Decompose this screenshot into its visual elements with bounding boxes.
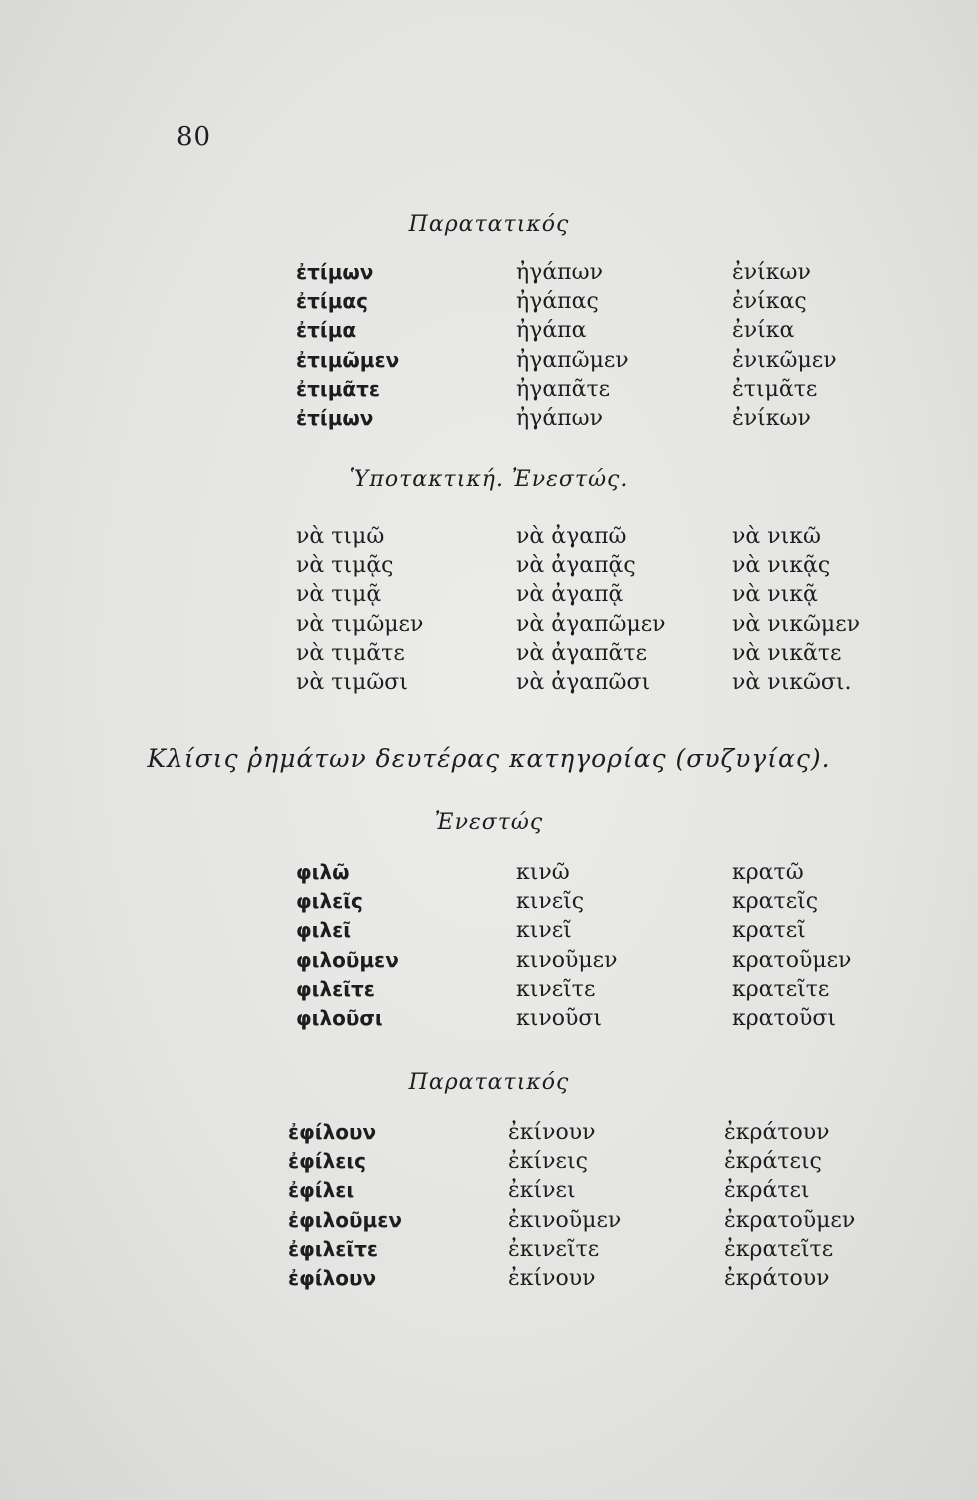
- verb-form: ἐτίμων: [296, 260, 374, 284]
- verb-form: ἐκράτουν: [724, 1120, 830, 1145]
- verb-form: κρατεῖ: [732, 918, 806, 944]
- verb-form: ἐτιμῶμεν: [296, 347, 400, 372]
- verb-form: φιλεῖτε: [296, 976, 375, 1001]
- column-agapo: [516, 522, 732, 697]
- verb-form: ἐφιλοῦμεν: [288, 1207, 402, 1232]
- verb-form: κινεῖ: [516, 918, 572, 944]
- verb-form: ἠγάπας: [516, 289, 599, 315]
- verb-form: φιλοῦμεν: [296, 947, 399, 972]
- verb-form: κρατῶ: [732, 860, 804, 885]
- verb-form: ἐτίμας: [296, 289, 369, 314]
- verb-form: φιλεῖ: [296, 918, 352, 943]
- verb-form: νὰ νικῶ: [732, 524, 821, 549]
- column-niko: [732, 522, 860, 697]
- verb-form: ἐκράτουν: [724, 1265, 830, 1291]
- conjugation-table-imperfect-2: [288, 1118, 855, 1293]
- verb-form: νὰ ἀγαπῶσι: [516, 669, 651, 695]
- verb-form: νὰ ἀγαπῶ: [516, 524, 627, 549]
- verb-form: φιλεῖς: [296, 889, 363, 914]
- conjugation-table-subjunctive: [296, 522, 860, 697]
- verb-form: ἐφίλουν: [288, 1120, 377, 1144]
- section-heading-subjunctive: Ὑποτακτική. Ἐνεστώς.: [349, 467, 629, 492]
- verb-form: ἐκίνει: [508, 1178, 576, 1204]
- verb-form: ἐτιμᾶτε: [296, 376, 381, 401]
- column-timo: [296, 258, 516, 433]
- verb-form: νὰ ἀγαπῶμεν: [516, 611, 666, 637]
- verb-form: ἐκράτεις: [724, 1149, 822, 1175]
- conjugation-table-present: [296, 858, 851, 1033]
- verb-form: κινοῦσι: [516, 1005, 603, 1031]
- verb-form: νὰ ἀγαπᾷ: [516, 582, 624, 608]
- verb-form: κρατοῦμεν: [732, 947, 852, 973]
- page-number: 80: [176, 122, 212, 152]
- column-agapo: [516, 258, 732, 433]
- section-heading-present: Ἐνεστώς: [434, 810, 544, 835]
- verb-form: κινεῖς: [516, 889, 585, 915]
- verb-form: φιλῶ: [296, 860, 350, 884]
- verb-form: ἐνίκας: [732, 289, 807, 315]
- verb-form: κρατοῦσι: [732, 1005, 836, 1031]
- verb-form: ἐκίνουν: [508, 1265, 596, 1291]
- column-filo: [288, 1118, 508, 1293]
- verb-form: ἠγαπῶμεν: [516, 347, 629, 373]
- verb-form: ἐτίμα: [296, 318, 357, 343]
- verb-form: νὰ τιμᾶτε: [296, 640, 405, 666]
- verb-form: ἐνικῶμεν: [732, 347, 837, 373]
- verb-form: νὰ νικᾷς: [732, 553, 831, 579]
- column-kino: [516, 858, 732, 1033]
- verb-form: νὰ νικᾶτε: [732, 640, 842, 666]
- verb-form: ἐτίμων: [296, 405, 374, 430]
- verb-form: φιλοῦσι: [296, 1005, 383, 1030]
- verb-form: ἐφίλει: [288, 1178, 355, 1203]
- column-krato: [724, 1118, 855, 1293]
- verb-form: ἠγάπα: [516, 318, 587, 344]
- column-kino: [508, 1118, 724, 1293]
- verb-form: νὰ ἀγαπᾶτε: [516, 640, 647, 666]
- verb-form: κρατεῖς: [732, 889, 819, 915]
- verb-form: ἠγάπων: [516, 260, 603, 285]
- verb-form: ἐνίκων: [732, 405, 811, 431]
- conjugation-table-imperfect-1: [296, 258, 837, 433]
- verb-form: νὰ τιμῶ: [296, 524, 385, 549]
- verb-form: ἠγαπᾶτε: [516, 376, 611, 402]
- verb-form: ἐκρατεῖτε: [724, 1236, 834, 1262]
- column-filo: [296, 858, 516, 1033]
- verb-form: ἐκινεῖτε: [508, 1236, 600, 1262]
- section-title-second-conjugation: Κλίσις ῥημάτων δευτέρας κατηγορίας (συζυγίας).: [147, 744, 831, 773]
- section-heading-imperfect-2: Παρατατικός: [408, 1070, 570, 1095]
- verb-form: ἐφιλεῖτε: [288, 1236, 379, 1261]
- verb-form: ἠγάπων: [516, 405, 603, 431]
- verb-form: κινεῖτε: [516, 976, 596, 1002]
- verb-form: ἐκρατοῦμεν: [724, 1207, 856, 1233]
- verb-form: ἐκράτει: [724, 1178, 810, 1204]
- verb-form: ἐκίνουν: [508, 1120, 596, 1145]
- verb-form: κινοῦμεν: [516, 947, 618, 973]
- column-krato: [732, 858, 851, 1033]
- verb-form: νὰ νικῶμεν: [732, 611, 860, 637]
- verb-form: ἐτιμᾶτε: [732, 376, 818, 402]
- section-heading-imperfect-1: Παρατατικός: [408, 212, 570, 237]
- verb-form: νὰ τιμᾷ: [296, 582, 382, 608]
- verb-form: κινῶ: [516, 860, 570, 885]
- verb-form: ἐφίλεις: [288, 1149, 367, 1174]
- verb-form: νὰ τιμῶμεν: [296, 611, 424, 637]
- verb-form: νὰ νικᾷ: [732, 582, 818, 608]
- verb-form: ἐφίλουν: [288, 1265, 377, 1290]
- verb-form: ἐκίνεις: [508, 1149, 588, 1175]
- verb-form: νὰ τιμᾷς: [296, 553, 394, 579]
- column-timo: [296, 522, 516, 697]
- verb-form: νὰ τιμῶσι: [296, 669, 408, 695]
- verb-form: ἐνίκα: [732, 318, 795, 344]
- column-niko: [732, 258, 837, 433]
- verb-form: ἐνίκων: [732, 260, 811, 285]
- verb-form: νὰ ἀγαπᾷς: [516, 553, 636, 579]
- verb-form: ἐκινοῦμεν: [508, 1207, 622, 1233]
- verb-form: νὰ νικῶσι.: [732, 669, 852, 695]
- verb-form: κρατεῖτε: [732, 976, 830, 1002]
